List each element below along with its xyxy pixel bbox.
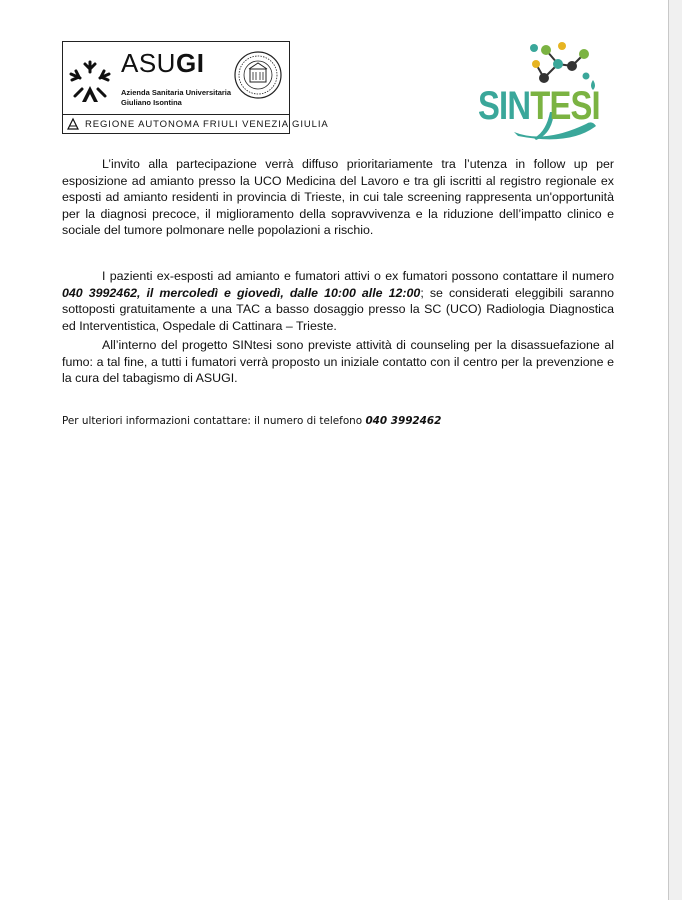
region-emblem-icon xyxy=(66,117,80,131)
asugi-logo-top xyxy=(63,42,289,115)
sintesi-wordmark: SINTESI xyxy=(478,84,600,128)
university-seal-icon xyxy=(233,50,283,100)
asugi-name: ASUGI xyxy=(121,48,205,78)
asugi-logo xyxy=(62,41,329,134)
asugi-subtitle-line1: Azienda Sanitaria Universitaria xyxy=(121,88,232,97)
asugi-emblem-icon xyxy=(67,58,113,106)
paragraph-invitation: L’invito alla partecipazione verrà diffuso prioritariamente tra l’utenza in follow up per esposizione ad amianto presso la UCO Medicina del Lavoro e tra gli iscritti al registro regionale ex esposti ad amianto residenti in provincia di Trieste, in cui tale screening rappresenta un'opportunità per la diagnosi precoce, il miglioramento della sopravvivenza e la riduzione dell’impatto clinico e sociale del tumore polmonare nelle popolazioni a rischio. xyxy=(62,157,614,238)
contact-line: Per ulteriori informazioni contattare: il numero di telefono 040 3992462 xyxy=(62,415,442,427)
paragraph-counseling: All’interno del progetto SINtesi sono previste attività di counseling per la disassuefazione al fumo: a tal fine, a tutti i fumatori verrà proposto un iniziale contatto con il centro per la prevenzione e la cura del tabagismo di ASUGI. xyxy=(62,338,614,386)
phone-schedule: 040 3992462, il mercoledì e giovedì, dalle 10:00 alle 12:00 xyxy=(62,285,421,300)
page-edge xyxy=(668,0,682,900)
sintesi-logo xyxy=(474,40,606,144)
paragraph-eligibility: I pazienti ex-esposti ad amianto e fumatori attivi o ex fumatori possono contattare il numero 040 3992462, il mercoledì e giovedì, dalle 10:00 alle 12:00; se considerati eleggibili saranno sottoposti gratuitamente a una TAC a basso dosaggio presso la SC (UCO) Radiologia Diagnostica ed Interventistica, Ospedale di Cattinara – Trieste. xyxy=(62,269,614,333)
region-label: REGIONE AUTONOMA FRIULI VENEZIA GIULIA xyxy=(85,119,329,130)
asugi-subtitle-line2: Giuliano Isontina xyxy=(121,98,182,107)
contact-phone-number: 040 3992462 xyxy=(365,415,442,427)
